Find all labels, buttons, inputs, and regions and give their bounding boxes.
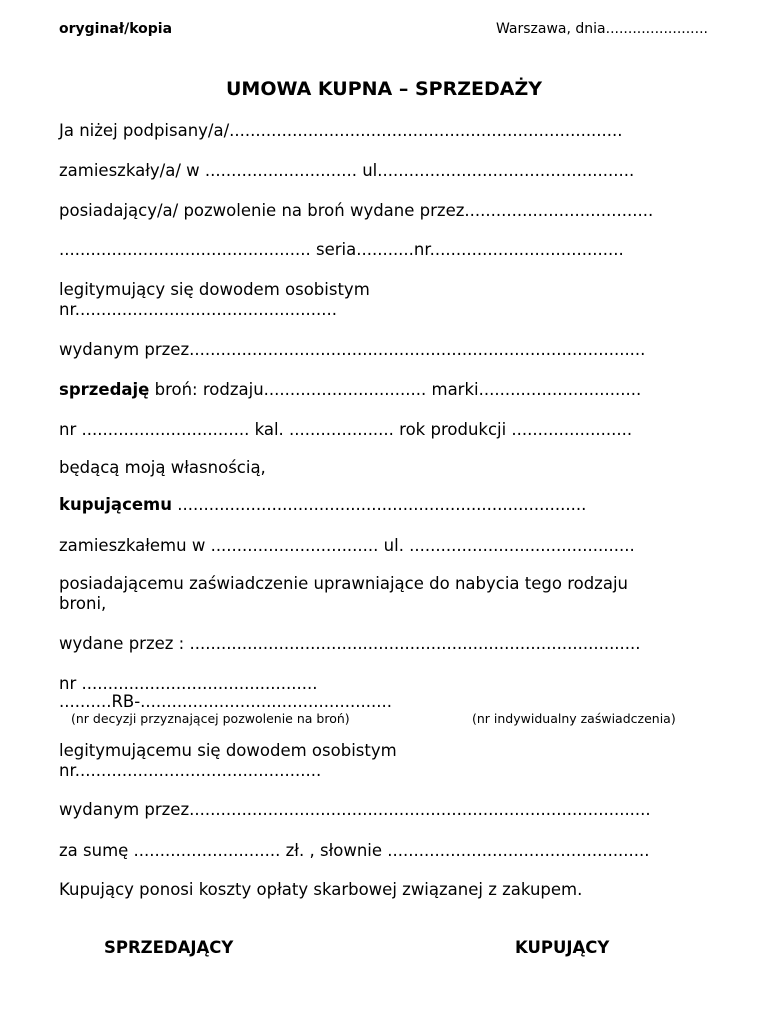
rb-number-line: ..........RB-................................................ bbox=[59, 692, 392, 711]
seller-address-line: zamieszkały/a/ w ............................. ul................................................. bbox=[59, 161, 635, 180]
decision-number-line: nr ............................................. bbox=[59, 674, 318, 693]
buyer-name-text: .............................................................................. bbox=[171, 495, 587, 514]
buyer-address-line: zamieszkałemu w ................................ ul. ........................................... bbox=[59, 536, 635, 555]
buyer-signature-label: KUPUJĄCY bbox=[515, 938, 610, 957]
buyer-certificate-line: posiadającemu zaświadczenie uprawniające do nabycia tego rodzaju bbox=[59, 574, 629, 593]
seller-signature-label: SPRZEDAJĄCY bbox=[104, 938, 234, 957]
price-line: za sumę ............................ zł. , słownie .................................................. bbox=[59, 841, 650, 860]
seller-name-line: Ja niżej podpisany/a/........................................................................... bbox=[59, 121, 623, 140]
buyer-id-number-line: nr............................................... bbox=[59, 761, 322, 780]
decision-number-note: (nr decyzji przyznającej pozwolenie na broń) bbox=[71, 711, 350, 726]
seller-id-issuer-line: wydanym przez....................................................................................... bbox=[59, 340, 646, 359]
ownership-line: będącą moją własnością, bbox=[59, 458, 266, 477]
buyer-keyword: kupującemu bbox=[59, 495, 172, 514]
certificate-number-note: (nr indywidualny zaświadczenia) bbox=[472, 711, 676, 726]
buyer-name-line bbox=[59, 495, 586, 514]
fee-clause: Kupujący ponosi koszty opłaty skarbowej związanej z zakupem. bbox=[59, 880, 583, 899]
seller-permit-number-line: ................................................ seria...........nr..................................... bbox=[59, 240, 624, 259]
sells-keyword: sprzedaję bbox=[59, 380, 150, 399]
weapon-serial-line: nr ................................ kal. .................... rok produkcji ....................... bbox=[59, 420, 633, 439]
seller-id-number-line: nr.................................................. bbox=[59, 300, 337, 319]
buyer-certificate-line-2: broni, bbox=[59, 594, 107, 613]
weapon-type-line bbox=[59, 380, 641, 399]
seller-permit-line: posiadający/a/ pozwolenie na broń wydane przez.................................... bbox=[59, 201, 654, 220]
certificate-issuer-line: wydane przez : ...................................................................................... bbox=[59, 634, 641, 653]
document-title: UMOWA KUPNA – SPRZEDAŻY bbox=[226, 78, 542, 100]
place-date-field: Warszawa, dnia....................... bbox=[495, 21, 708, 37]
weapon-type-text: broń: rodzaju............................... marki............................... bbox=[149, 380, 642, 399]
buyer-id-label: legitymującemu się dowodem osobistym bbox=[59, 741, 397, 760]
original-copy-label: oryginał/kopia bbox=[59, 21, 173, 37]
buyer-id-issuer-line: wydanym przez........................................................................................ bbox=[59, 800, 651, 819]
seller-id-label: legitymujący się dowodem osobistym bbox=[59, 280, 370, 299]
